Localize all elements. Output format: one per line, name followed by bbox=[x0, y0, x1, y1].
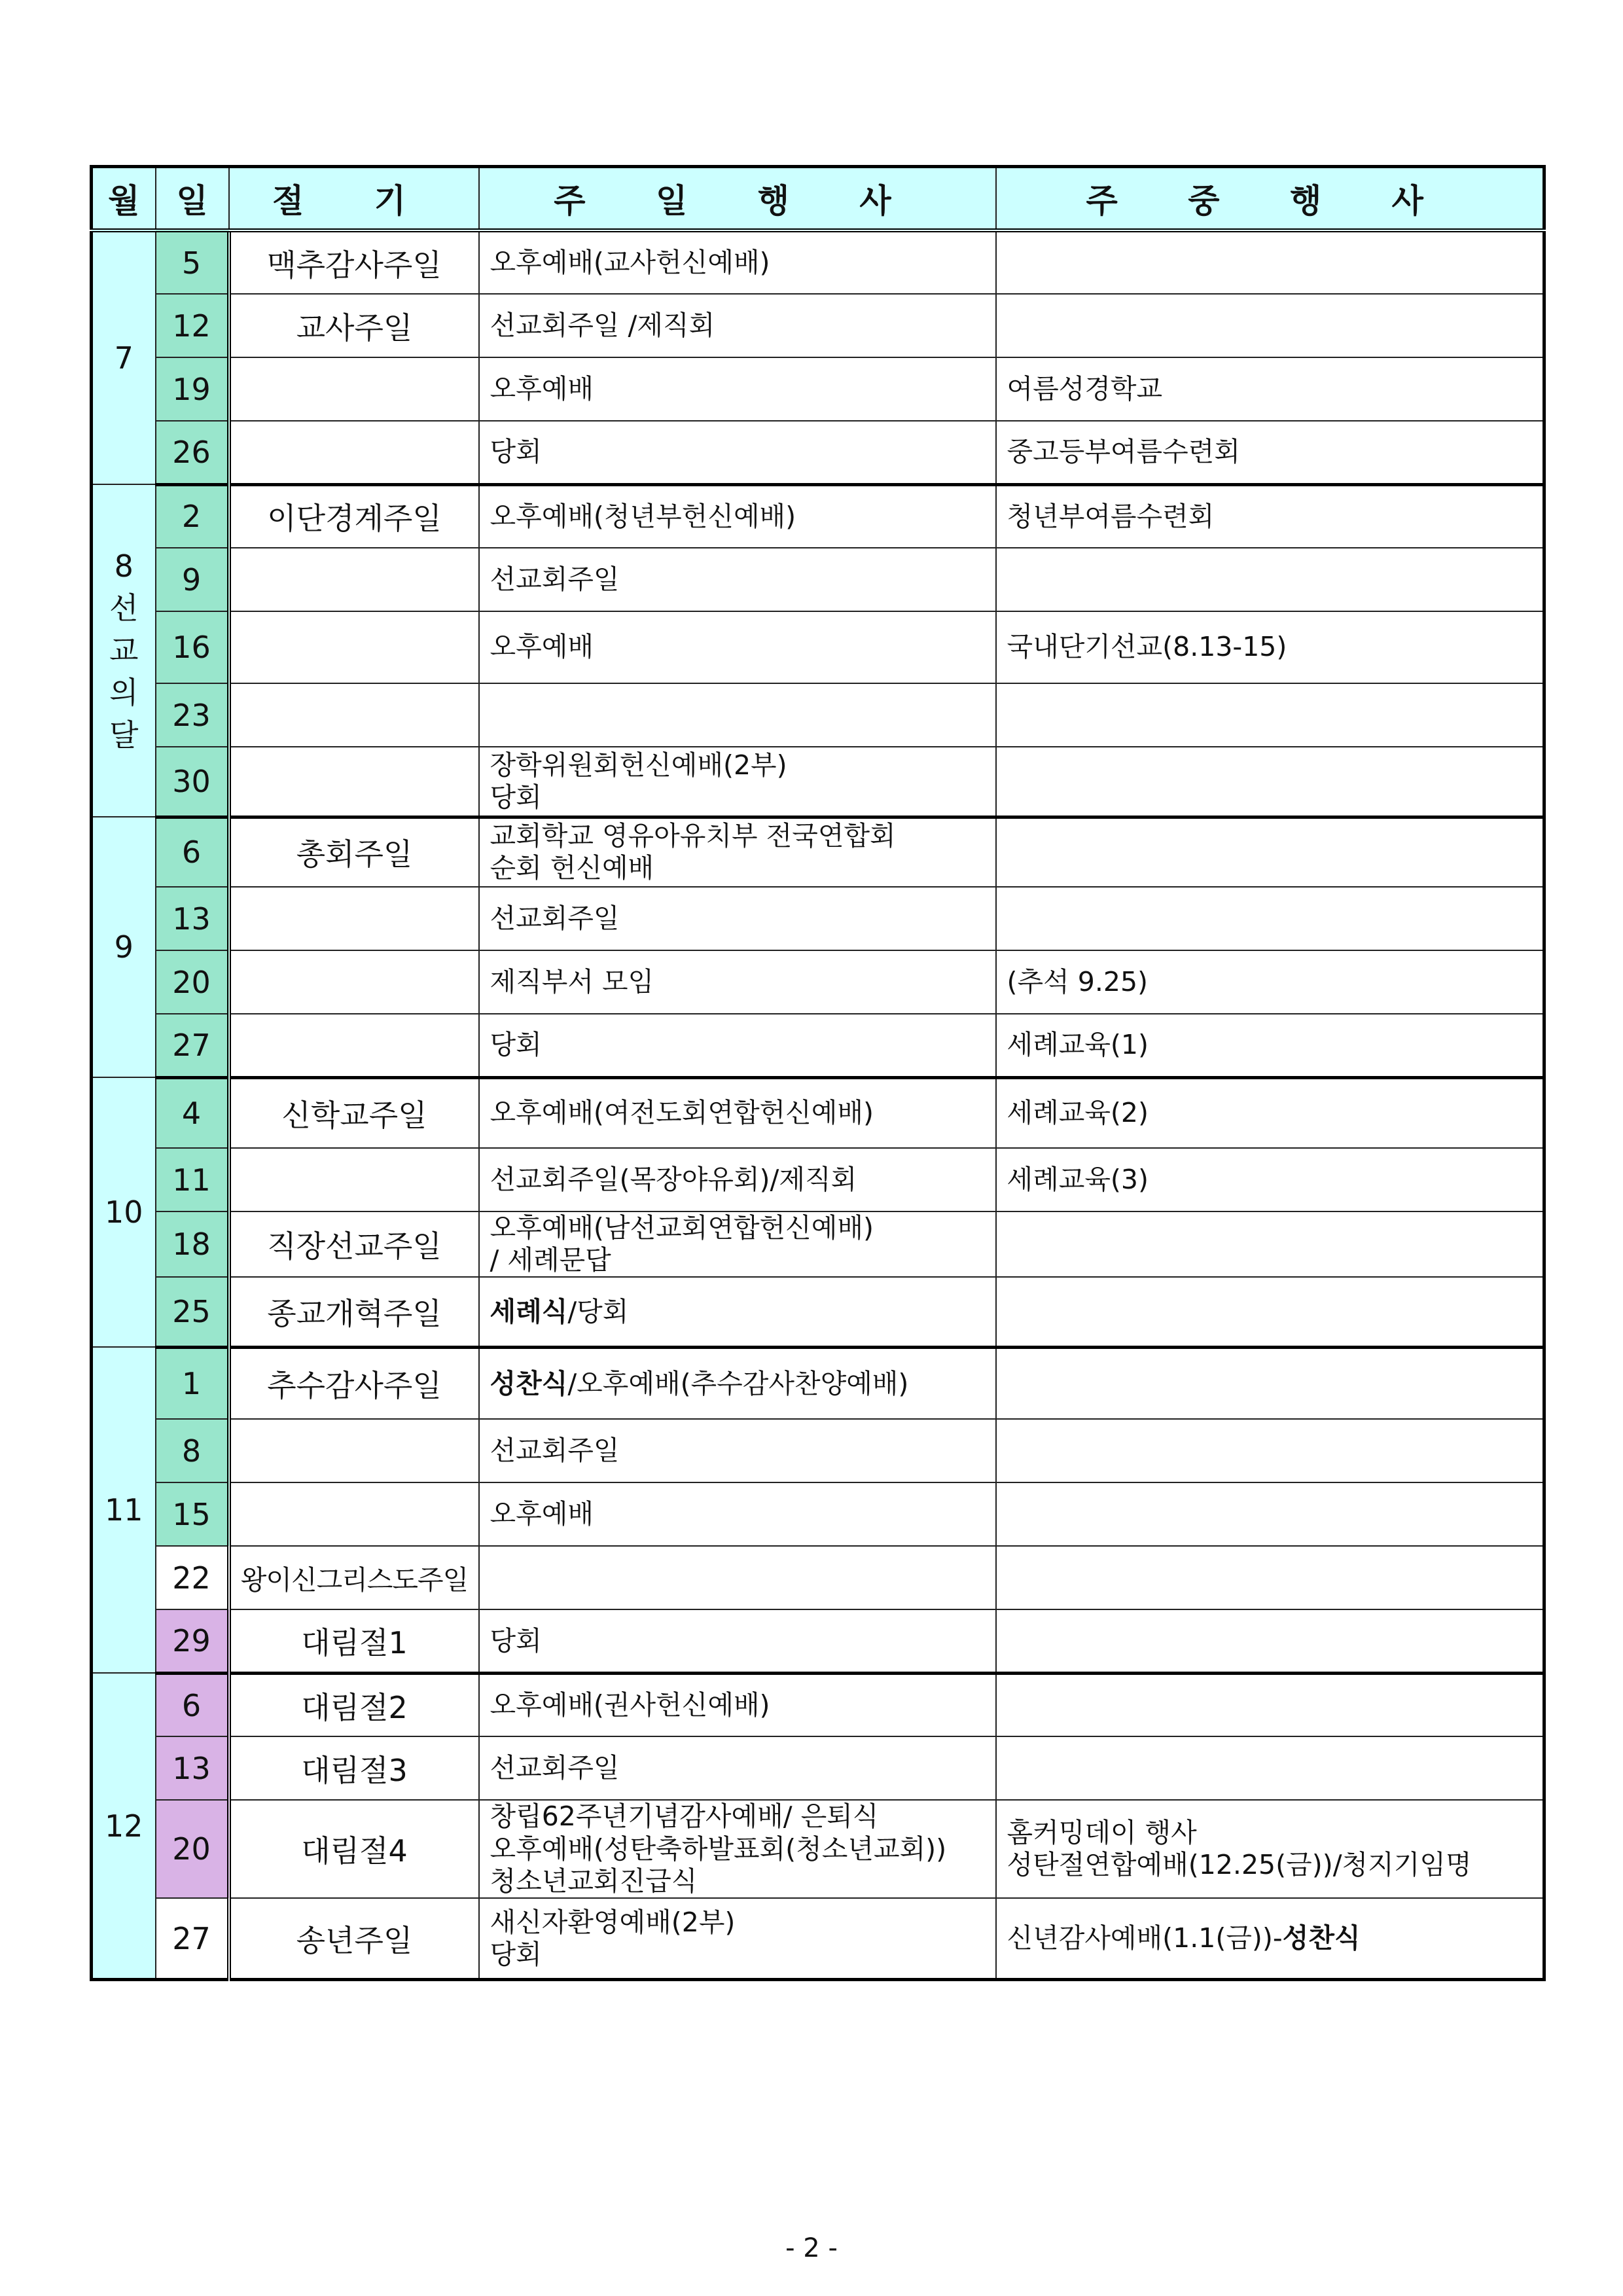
season-cell: 이단경계주일 bbox=[229, 484, 479, 548]
day-cell: 23 bbox=[156, 683, 229, 747]
table-row bbox=[92, 357, 1544, 421]
page-number: - 2 - bbox=[785, 2233, 838, 2263]
weekday-events-cell bbox=[996, 1077, 1544, 1148]
table-row bbox=[92, 484, 1544, 548]
event-line: 세례교육(2) bbox=[1007, 1097, 1149, 1129]
day-cell: 29 bbox=[156, 1609, 229, 1673]
table-row bbox=[92, 817, 1544, 887]
event-line: 당회 bbox=[490, 781, 542, 813]
event-line: 오후예배(여전도회연합헌신예배) bbox=[490, 1097, 874, 1129]
event-line: 교회학교 영유아유치부 전국연합회 bbox=[490, 820, 896, 852]
table-row bbox=[92, 611, 1544, 683]
day-cell: 13 bbox=[156, 1736, 229, 1800]
season-cell bbox=[229, 611, 479, 683]
season-cell: 송년주일 bbox=[229, 1898, 479, 1980]
day-cell: 30 bbox=[156, 747, 229, 817]
weekday-events-cell bbox=[996, 1482, 1544, 1546]
day-cell: 27 bbox=[156, 1014, 229, 1077]
event-line: 제직부서 모임 bbox=[490, 965, 654, 997]
table-row bbox=[92, 548, 1544, 611]
event-line: 오후예배(권사헌신예배) bbox=[490, 1689, 770, 1721]
table-row bbox=[92, 1673, 1544, 1736]
sunday-events-cell bbox=[479, 1482, 996, 1546]
table-row bbox=[92, 230, 1544, 294]
sunday-events-cell bbox=[479, 1148, 996, 1211]
schedule-body bbox=[92, 230, 1544, 1980]
day-cell: 4 bbox=[156, 1077, 229, 1148]
weekday-events-cell bbox=[996, 1546, 1544, 1609]
weekday-events-cell bbox=[996, 421, 1544, 484]
event-line: 홈커밍데이 행사 bbox=[1007, 1816, 1197, 1848]
sunday-events-cell bbox=[479, 1014, 996, 1077]
season-cell: 대림절2 bbox=[229, 1673, 479, 1736]
header-sunday-events: 주 일 행 사 bbox=[479, 167, 996, 231]
header-row bbox=[92, 167, 1544, 231]
sunday-events-cell bbox=[479, 1609, 996, 1673]
sunday-events-cell bbox=[479, 1736, 996, 1800]
season-cell bbox=[229, 1148, 479, 1211]
season-cell bbox=[229, 747, 479, 817]
weekday-events-cell bbox=[996, 1148, 1544, 1211]
month-label: 8 선 교 의 달 bbox=[109, 548, 139, 753]
event-line: 오후예배 bbox=[490, 1498, 594, 1530]
event-line: 선교회주일 bbox=[490, 1435, 620, 1467]
event-highlight: 성찬식 bbox=[490, 1367, 568, 1399]
event-line: 세례교육(1) bbox=[1007, 1029, 1149, 1061]
season-cell: 신학교주일 bbox=[229, 1077, 479, 1148]
event-line: 선교회주일 bbox=[490, 902, 620, 934]
table-row bbox=[92, 294, 1544, 357]
event-line: 여름성경학교 bbox=[1007, 372, 1163, 404]
sunday-events-cell bbox=[479, 611, 996, 683]
month-label: 10 bbox=[104, 1194, 143, 1230]
sunday-events-cell bbox=[479, 1077, 996, 1148]
schedule-table bbox=[90, 165, 1546, 1981]
event-line: /오후예배(추수감사찬양예배) bbox=[567, 1367, 909, 1399]
table-row bbox=[92, 683, 1544, 747]
sunday-events-cell bbox=[479, 747, 996, 817]
month-label: 7 bbox=[114, 340, 134, 376]
month-label: 9 bbox=[114, 929, 134, 965]
day-cell: 6 bbox=[156, 817, 229, 887]
sunday-events-cell bbox=[479, 357, 996, 421]
day-cell: 9 bbox=[156, 548, 229, 611]
table-row bbox=[92, 421, 1544, 484]
month-cell bbox=[92, 484, 156, 817]
event-line: 선교회주일 /제직회 bbox=[490, 309, 715, 341]
header-day: 일 bbox=[156, 167, 229, 231]
day-cell: 1 bbox=[156, 1347, 229, 1419]
weekday-events-cell bbox=[996, 1419, 1544, 1482]
season-cell: 대림절3 bbox=[229, 1736, 479, 1800]
weekday-events-cell bbox=[996, 1673, 1544, 1736]
sunday-events-cell bbox=[479, 817, 996, 887]
event-line: 중고등부여름수련회 bbox=[1007, 436, 1240, 468]
day-cell: 25 bbox=[156, 1277, 229, 1347]
weekday-events-cell bbox=[996, 294, 1544, 357]
season-cell: 교사주일 bbox=[229, 294, 479, 357]
season-cell: 종교개혁주일 bbox=[229, 1277, 479, 1347]
weekday-events-cell bbox=[996, 357, 1544, 421]
day-cell: 22 bbox=[156, 1546, 229, 1609]
table-row bbox=[92, 1211, 1544, 1277]
day-cell: 27 bbox=[156, 1898, 229, 1980]
month-cell bbox=[92, 817, 156, 1077]
weekday-events-cell bbox=[996, 887, 1544, 950]
month-cell bbox=[92, 1077, 156, 1347]
event-line: (추석 9.25) bbox=[1007, 965, 1149, 997]
sunday-events-cell bbox=[479, 1277, 996, 1347]
weekday-events-cell bbox=[996, 1736, 1544, 1800]
day-cell: 26 bbox=[156, 421, 229, 484]
season-cell: 왕이신그리스도주일 bbox=[229, 1546, 479, 1609]
table-row bbox=[92, 1736, 1544, 1800]
weekday-events-cell bbox=[996, 230, 1544, 294]
day-cell: 8 bbox=[156, 1419, 229, 1482]
event-line: 선교회주일(목장야유회)/제직회 bbox=[490, 1163, 857, 1195]
day-cell: 18 bbox=[156, 1211, 229, 1277]
event-line: 오후예배(청년부헌신예배) bbox=[490, 500, 796, 532]
table-row bbox=[92, 887, 1544, 950]
sunday-events-cell bbox=[479, 950, 996, 1014]
month-cell bbox=[92, 1673, 156, 1980]
weekday-events-cell bbox=[996, 1014, 1544, 1077]
weekday-events-cell bbox=[996, 747, 1544, 817]
sunday-events-cell bbox=[479, 484, 996, 548]
event-line: 오후예배 bbox=[490, 631, 594, 663]
table-row bbox=[92, 1077, 1544, 1148]
event-line: 오후예배 bbox=[490, 372, 594, 404]
table-row bbox=[92, 1898, 1544, 1980]
month-cell bbox=[92, 230, 156, 484]
event-line: 선교회주일 bbox=[490, 563, 620, 595]
sunday-events-cell bbox=[479, 230, 996, 294]
event-line: 신년감사예배(1.1(금))- bbox=[1007, 1922, 1283, 1954]
table-row bbox=[92, 747, 1544, 817]
event-line: 당회 bbox=[490, 1029, 542, 1061]
event-line: 청년부여름수련회 bbox=[1007, 500, 1215, 532]
table-row bbox=[92, 1277, 1544, 1347]
table-row bbox=[92, 1014, 1544, 1077]
season-cell bbox=[229, 950, 479, 1014]
header-weekday-events: 주 중 행 사 bbox=[996, 167, 1544, 231]
weekday-events-cell bbox=[996, 817, 1544, 887]
day-cell: 5 bbox=[156, 230, 229, 294]
season-cell bbox=[229, 1014, 479, 1077]
event-line: 장학위원회헌신예배(2부) bbox=[490, 749, 787, 781]
day-cell: 6 bbox=[156, 1673, 229, 1736]
sunday-events-cell bbox=[479, 1419, 996, 1482]
event-line: 오후예배(성탄축하발표회(청소년교회)) bbox=[490, 1833, 947, 1865]
event-line: 당회 bbox=[490, 436, 542, 468]
season-cell bbox=[229, 683, 479, 747]
weekday-events-cell bbox=[996, 950, 1544, 1014]
event-line: 오후예배(남선교회연합헌신예배) bbox=[490, 1212, 874, 1244]
sunday-events-cell bbox=[479, 548, 996, 611]
table-row bbox=[92, 1148, 1544, 1211]
season-cell: 맥추감사주일 bbox=[229, 230, 479, 294]
event-line: 청소년교회진급식 bbox=[490, 1865, 698, 1897]
season-cell bbox=[229, 887, 479, 950]
table-row bbox=[92, 1800, 1544, 1898]
season-cell bbox=[229, 357, 479, 421]
event-line: 선교회주일 bbox=[490, 1752, 620, 1784]
sunday-events-cell bbox=[479, 1800, 996, 1898]
event-line: 오후예배(교사헌신예배) bbox=[490, 246, 770, 278]
table-row bbox=[92, 950, 1544, 1014]
day-cell: 2 bbox=[156, 484, 229, 548]
day-cell: 13 bbox=[156, 887, 229, 950]
season-cell bbox=[229, 1482, 479, 1546]
table-row bbox=[92, 1419, 1544, 1482]
season-cell: 대림절1 bbox=[229, 1609, 479, 1673]
sunday-events-cell bbox=[479, 683, 996, 747]
day-cell: 20 bbox=[156, 1800, 229, 1898]
sunday-events-cell bbox=[479, 1898, 996, 1980]
month-label: 11 bbox=[104, 1492, 143, 1528]
season-cell: 대림절4 bbox=[229, 1800, 479, 1898]
month-label: 12 bbox=[104, 1808, 143, 1844]
sunday-events-cell bbox=[479, 887, 996, 950]
event-line: / 세례문답 bbox=[490, 1244, 611, 1276]
event-line: 순회 헌신예배 bbox=[490, 852, 654, 884]
day-cell: 16 bbox=[156, 611, 229, 683]
season-cell bbox=[229, 421, 479, 484]
day-cell: 20 bbox=[156, 950, 229, 1014]
weekday-events-cell bbox=[996, 611, 1544, 683]
event-highlight: 성찬식 bbox=[1282, 1922, 1361, 1954]
event-highlight: 세례식 bbox=[490, 1295, 568, 1327]
weekday-events-cell bbox=[996, 1800, 1544, 1898]
weekday-events-cell bbox=[996, 1898, 1544, 1980]
day-cell: 19 bbox=[156, 357, 229, 421]
day-cell: 11 bbox=[156, 1148, 229, 1211]
weekday-events-cell bbox=[996, 683, 1544, 747]
event-line: 성탄절연합예배(12.25(금))/청지기임명 bbox=[1007, 1849, 1472, 1881]
header-season: 절 기 bbox=[229, 167, 479, 231]
table-row bbox=[92, 1546, 1544, 1609]
weekday-events-cell bbox=[996, 1609, 1544, 1673]
schedule-sheet bbox=[90, 165, 1543, 1981]
event-line: 새신자환영예배(2부) bbox=[490, 1906, 736, 1938]
season-cell: 총회주일 bbox=[229, 817, 479, 887]
weekday-events-cell bbox=[996, 548, 1544, 611]
sunday-events-cell bbox=[479, 1211, 996, 1277]
weekday-events-cell bbox=[996, 1277, 1544, 1347]
day-cell: 15 bbox=[156, 1482, 229, 1546]
event-line: 국내단기선교(8.13-15) bbox=[1007, 631, 1287, 663]
day-cell: 12 bbox=[156, 294, 229, 357]
header-month: 월 bbox=[92, 167, 156, 231]
event-line: 당회 bbox=[490, 1624, 542, 1657]
season-cell: 추수감사주일 bbox=[229, 1347, 479, 1419]
table-row bbox=[92, 1347, 1544, 1419]
season-cell: 직장선교주일 bbox=[229, 1211, 479, 1277]
sunday-events-cell bbox=[479, 1673, 996, 1736]
sunday-events-cell bbox=[479, 294, 996, 357]
sunday-events-cell bbox=[479, 1347, 996, 1419]
table-row bbox=[92, 1609, 1544, 1673]
event-line: 당회 bbox=[490, 1938, 542, 1970]
weekday-events-cell bbox=[996, 1211, 1544, 1277]
event-line: 창립62주년기념감사예배/ 은퇴식 bbox=[490, 1801, 879, 1833]
event-line: /당회 bbox=[567, 1295, 629, 1327]
table-row bbox=[92, 1482, 1544, 1546]
sunday-events-cell bbox=[479, 421, 996, 484]
weekday-events-cell bbox=[996, 484, 1544, 548]
month-cell bbox=[92, 1347, 156, 1673]
season-cell bbox=[229, 1419, 479, 1482]
season-cell bbox=[229, 548, 479, 611]
sunday-events-cell bbox=[479, 1546, 996, 1609]
event-line: 세례교육(3) bbox=[1007, 1163, 1149, 1195]
weekday-events-cell bbox=[996, 1347, 1544, 1419]
